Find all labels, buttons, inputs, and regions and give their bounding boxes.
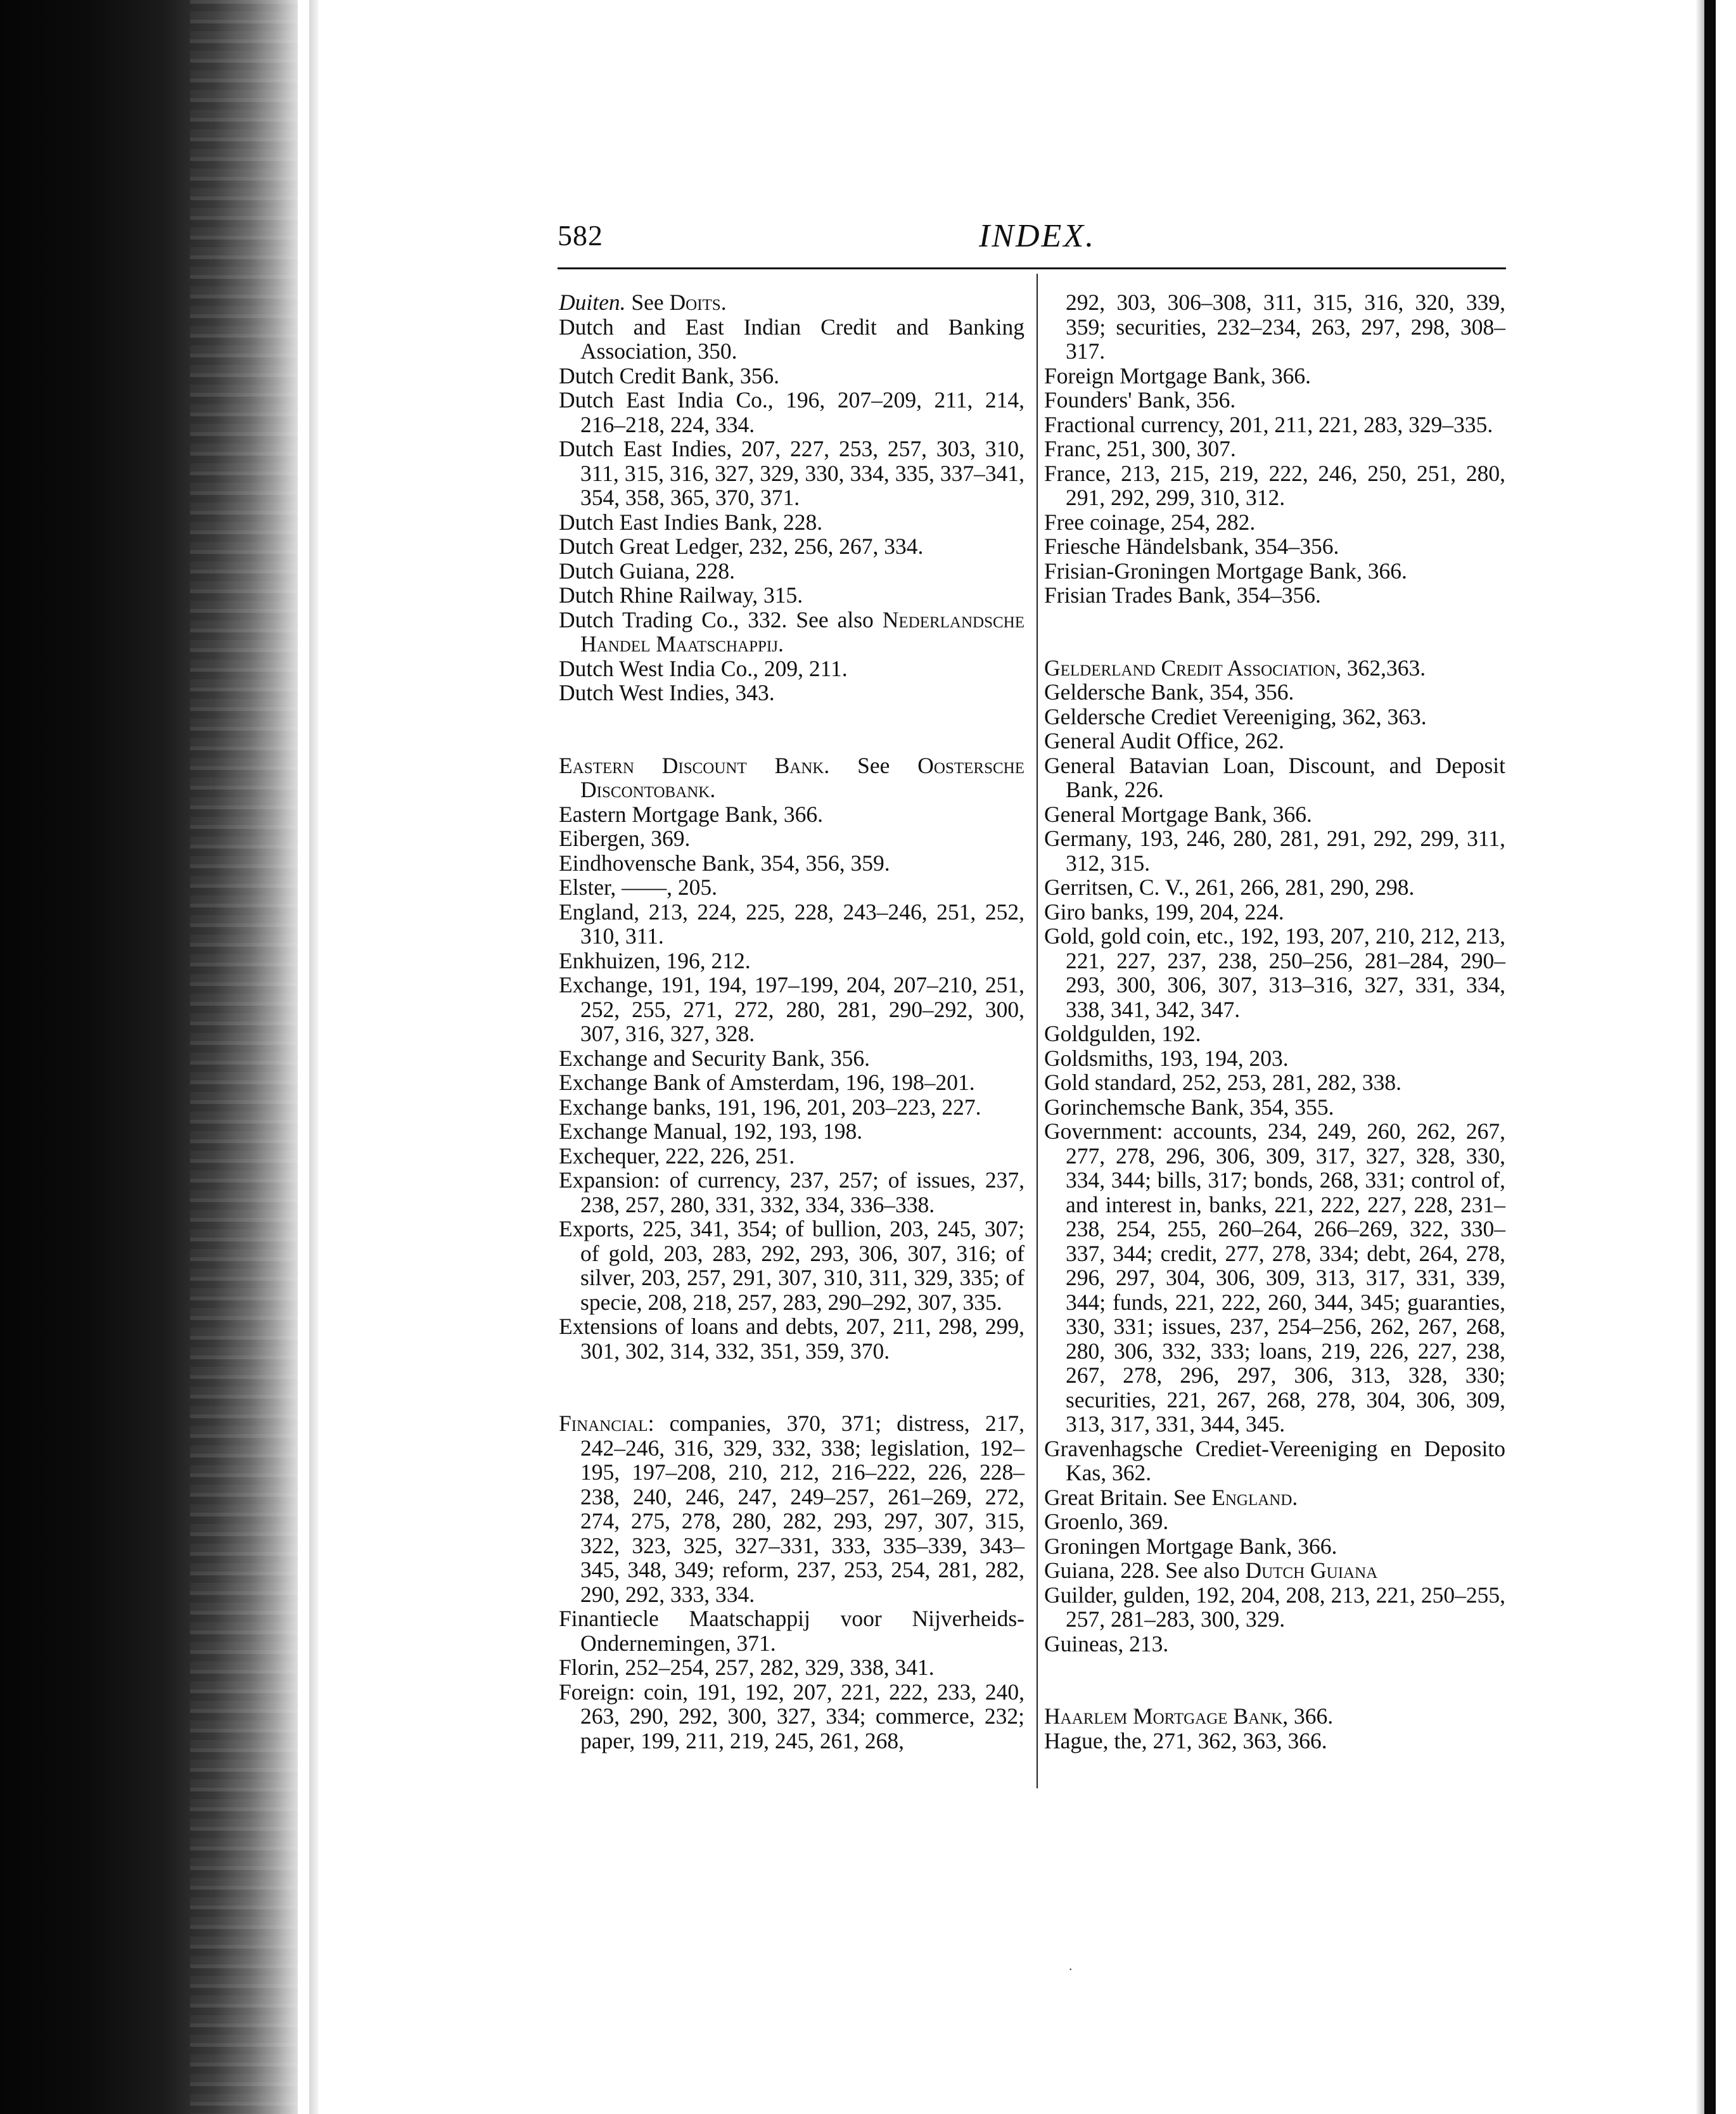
index-entry-text: Goldgulden, 192. (1044, 1021, 1201, 1046)
right-edge-bar (1704, 0, 1716, 2114)
index-entry-text: Exports, 225, 341, 354; of bullion, 203, 245, 307; of gold, 203, 283, 292, 293, 306, 307, 316; of silver, 203, 257, 291, 307, 310, 311, 329, 335; of specie, 208, 218, 257, 283, 290–292, 307, 335. (559, 1216, 1024, 1315)
index-entry-text: . (1292, 1484, 1298, 1510)
index-entry-text: Gelderland Credit Association (1044, 655, 1336, 681)
index-entry-elster (559, 875, 1024, 900)
index-entry-text: Goldsmiths, 193, 194, 203. (1044, 1045, 1289, 1071)
index-entry-text: Dutch East India Co., 196, 207–209, 211, 214, 216–218, 224, 334. (559, 387, 1024, 437)
index-entry-text: General Batavian Loan, Discount, and Deposit Bank, 226. (1044, 752, 1505, 802)
index-entry-eastern-discount-bank (559, 753, 1024, 802)
index-entry-government (1044, 1119, 1505, 1437)
index-entry-dutch-trading-co (559, 608, 1024, 657)
page-number: 582 (558, 219, 603, 252)
index-entry-foreign-mortgage-bank (1044, 364, 1505, 388)
index-entry-hague (1044, 1729, 1505, 1753)
index-entry-text: Exchange Bank of Amsterdam, 196, 198–201. (559, 1070, 975, 1095)
index-entry-haarlem-mortgage (1044, 1704, 1505, 1729)
scan-speck: · (1068, 1961, 1073, 1977)
index-entry-gorinchemsche-bank (1044, 1095, 1505, 1120)
index-entry-text: Dutch Credit Bank, 356. (559, 362, 780, 388)
index-entry-text: Eastern Discount Bank. (559, 752, 830, 778)
index-entry-eastern-mortgage-bank (559, 802, 1024, 827)
index-entry-finantiecle-maatschappij (559, 1606, 1024, 1655)
index-entry-frisian-groningen (1044, 559, 1505, 584)
index-entry-dutch-credit-bank (559, 364, 1024, 388)
index-entry-text: Frisian Trades Bank, 354–356. (1044, 582, 1321, 608)
index-entry-text: Exchange and Security Bank, 356. (559, 1045, 870, 1071)
index-entry-text: Guiana, 228. See also (1044, 1558, 1246, 1583)
index-entry-text: See (625, 290, 670, 315)
index-entry-text: Elster, ——, 205. (559, 874, 718, 900)
index-entry-dutch-east-india-co (559, 388, 1024, 437)
page-edge (309, 0, 318, 2114)
index-entry-exchange-manual (559, 1119, 1024, 1144)
index-entry-exchange-bank-of-amsterdam (559, 1070, 1024, 1095)
index-entry-text: Franc, 251, 300, 307. (1044, 436, 1236, 461)
index-entry-text: Eibergen, 369. (559, 826, 691, 851)
index-entry-text: Gold, gold coin, etc., 192, 193, 207, 210, 212, 213, 221, 227, 237, 238, 250–256, 281–284, 290–293, 300, 306, 307, 313–316, 327, 331, 334, 338, 341, 342, 347. (1044, 923, 1505, 1022)
index-entry-text: Friesche Händelsbank, 354–356. (1044, 534, 1339, 559)
index-entry-france (1044, 461, 1505, 510)
index-entry-text: Frisian-Groningen Mortgage Bank, 366. (1044, 558, 1407, 584)
index-entry-text: . (777, 631, 784, 657)
index-entry-great-britain (1044, 1485, 1505, 1510)
index-entry-text: Founders' Bank, 356. (1044, 387, 1236, 413)
index-entry-text: Dutch and East Indian Credit and Banking Association, 350. (559, 314, 1024, 364)
index-entry-text: Extensions of loans and debts, 207, 211, 298, 299, 301, 302, 314, 332, 351, 359, 370. (559, 1314, 1024, 1364)
index-entry-text: 292, 303, 306–308, 311, 315, 316, 320, 339, 359; securities, 232–234, 263, 297, 298, 308–317. (1066, 290, 1505, 364)
index-entry-text: Exchequer, 222, 226, 251. (559, 1143, 795, 1169)
index-entry-text: Gorinchemsche Bank, 354, 355. (1044, 1094, 1334, 1120)
index-entry-text: Exchange, 191, 194, 197–199, 204, 207–210, 251, 252, 255, 271, 272, 280, 281, 290–292, 300, 307, 316, 327, 328. (559, 972, 1024, 1046)
index-column-left (559, 290, 1024, 1753)
index-entry-text: Guineas, 213. (1044, 1630, 1169, 1656)
index-entry-friesche-handelsbank (1044, 534, 1505, 559)
index-entry-text: Geldersche Crediet Vereeniging, 362, 363. (1044, 703, 1427, 729)
index-entry-text: Dutch Rhine Railway, 315. (559, 582, 803, 608)
index-entry-general-audit-office (1044, 729, 1505, 753)
index-entry-text: Eastern Mortgage Bank, 366. (559, 801, 824, 827)
index-entry-text: Eindhovensche Bank, 354, 356, 359. (559, 850, 890, 876)
running-title: INDEX. (979, 218, 1096, 254)
index-entry-goldgulden (1044, 1022, 1505, 1046)
index-entry-dutch-guiana (559, 559, 1024, 584)
index-entry-exchange (559, 973, 1024, 1046)
index-entry-text: General Mortgage Bank, 366. (1044, 801, 1312, 827)
index-entry-text: Groningen Mortgage Bank, 366. (1044, 1533, 1337, 1559)
index-entry-dutch-west-india-co (559, 657, 1024, 681)
index-entry-text: Government: accounts, 234, 249, 260, 262, 267, 277, 278, 296, 306, 309, 317, 327, 328, 330, 334, 344; bills, 317; bonds, 268, 331; control of, and interest in, banks, 221, 222, 227, 228, 231–238, 254, 255, 260–264, 266–269, 322, 330–337, 344; credit, 277, 278, 334; debt, 264, 278, 296, 297, 304, 306, 309, 313, 317, 331, 339, 344; funds, 221, 222, 260, 344, 345; guaranties, 330, 331; issues, 237, 254–256, 262, 267, 268, 280, 306, 332, 333; loans, 219, 226, 227, 238, 267, 278, 296, 297, 306, 313, 328, 330; securities, 221, 267, 268, 278, 304, 306, 309, 313, 317, 331, 344, 345. (1044, 1118, 1505, 1437)
index-entry-text: Finantiecle Maatschappij voor Nijverheids-Ondernemingen, 371. (559, 1606, 1024, 1656)
index-entry-general-batavian-loan (1044, 753, 1505, 802)
index-entry-giro-banks (1044, 900, 1505, 925)
index-entry-exchange-and-security-bank (559, 1046, 1024, 1071)
header-rule (558, 267, 1506, 269)
index-entry-text: Dutch West Indies, 343. (559, 680, 775, 705)
index-entry-text: Dutch Trading Co., 332. See also (559, 606, 883, 632)
index-entry-text: Dutch Guiana (1245, 1558, 1378, 1583)
index-entry-dutch-east-indian-credit (559, 315, 1024, 364)
index-entry-text: Expansion: of currency, 237, 257; of issues, 237, 238, 257, 280, 331, 332, 334, 336–338. (559, 1167, 1024, 1217)
section-gap (559, 705, 1024, 753)
index-entry-text: France, 213, 215, 219, 222, 246, 250, 251, 280, 291, 292, 299, 310, 312. (1044, 460, 1505, 510)
index-entry-text: : companies, 370, 371; distress, 217, 242–246, 316, 329, 332, 338; legislation, 192–195, 197–208, 210, 212, 216–222, 226, 228–238, 240, 246, 247, 249–257, 261–269, 272, 274, 275, 278, 280, 282, 293, 297, 307, 315, 322, 323, 325, 327–331, 333, 335–339, 343–345, 348, 349; reform, 237, 253, 254, 281, 282, 290, 292, 333, 334. (580, 1411, 1024, 1607)
index-entry-dutch-west-indies (559, 681, 1024, 705)
index-entry-general-mortgage-bank (1044, 802, 1505, 827)
index-entry-text: Germany, 193, 246, 280, 281, 291, 292, 299, 311, 312, 315. (1044, 826, 1505, 876)
index-entry-dutch-rhine-railway (559, 583, 1024, 608)
section-gap (559, 1363, 1024, 1411)
index-entry-guineas (1044, 1632, 1505, 1656)
index-entry-dutch-east-indies-bank (559, 510, 1024, 535)
index-entry-text: Fractional currency, 201, 211, 221, 283, 329–335. (1044, 411, 1493, 437)
index-entry-text: Groenlo, 369. (1044, 1509, 1169, 1534)
index-entry-text: Foreign Mortgage Bank, 366. (1044, 362, 1312, 388)
index-entry-text: Enkhuizen, 196, 212. (559, 947, 751, 973)
index-entry-goldsmiths (1044, 1046, 1505, 1071)
index-entry-fractional-currency (1044, 413, 1505, 437)
index-entry-text: Hague, the, 271, 362, 363, 366. (1044, 1727, 1327, 1753)
index-entry-gelderland-credit (1044, 656, 1505, 681)
index-entry-text: . (720, 290, 727, 315)
index-entry-text: See (829, 752, 918, 778)
index-entry-text: Exchange banks, 191, 196, 201, 203–223, 227. (559, 1094, 981, 1120)
index-entry-guiana (1044, 1558, 1505, 1583)
index-entry-text: Haarlem Mortgage Bank (1044, 1703, 1283, 1729)
index-entry-text: Geldersche Bank, 354, 356. (1044, 679, 1294, 705)
index-entry-gold (1044, 924, 1505, 1022)
index-entry-gold-standard (1044, 1070, 1505, 1095)
index-entry-text: Nederlandsche Handel Maatschappij (580, 606, 1024, 657)
index-entry-expansion (559, 1168, 1024, 1217)
index-entry-groenlo (1044, 1509, 1505, 1534)
index-entry-frisian-trades-bank (1044, 583, 1505, 608)
index-entry-dutch-great-ledger (559, 534, 1024, 559)
index-entry-foreign-cont (1044, 290, 1505, 364)
section-gap (1044, 608, 1505, 656)
index-entry-text: Foreign: coin, 191, 192, 207, 221, 222, 233, 240, 263, 290, 292, 300, 327, 334; commerce, 232; paper, 199, 211, 219, 245, 261, 268, (559, 1679, 1024, 1753)
index-entry-text: . (710, 777, 716, 802)
index-entry-duiten (559, 290, 1024, 315)
index-entry-florin (559, 1655, 1024, 1680)
index-entry-free-coinage (1044, 510, 1505, 535)
index-entry-foreign (559, 1680, 1024, 1753)
index-entry-text: Doits (669, 290, 721, 315)
index-entry-groningen-mortgage (1044, 1534, 1505, 1559)
index-entry-text: Free coinage, 254, 282. (1044, 509, 1256, 535)
index-entry-guilder (1044, 1583, 1505, 1632)
index-entry-text: Financial (559, 1411, 648, 1436)
index-entry-england (559, 900, 1024, 949)
index-entry-exports (559, 1217, 1024, 1314)
index-entry-text: Dutch East Indies, 207, 227, 253, 257, 303, 310, 311, 315, 316, 327, 329, 330, 334, 335, 337–341, 354, 358, 365, 370, 371. (559, 436, 1024, 510)
index-entry-financial (559, 1411, 1024, 1606)
index-entry-eibergen (559, 826, 1024, 851)
index-entry-extensions-of-loans (559, 1314, 1024, 1363)
index-entry-text: Duiten. (559, 290, 626, 315)
page-header (558, 219, 1508, 263)
index-entry-text: Giro banks, 199, 204, 224. (1044, 899, 1284, 925)
index-entry-gerritsen (1044, 875, 1505, 900)
index-entry-text: England, 213, 224, 225, 228, 243–246, 251, 252, 310, 311. (559, 899, 1024, 949)
index-entry-eindhovensche-bank (559, 851, 1024, 876)
index-entry-text: Oostersche Discontobank (580, 752, 1024, 802)
index-entry-geldersche-crediet (1044, 705, 1505, 729)
index-entry-text: Exchange Manual, 192, 193, 198. (559, 1118, 863, 1144)
index-entry-exchange-banks (559, 1095, 1024, 1120)
index-entry-text: , 366. (1282, 1703, 1334, 1729)
index-entry-geldersche-bank (1044, 680, 1505, 705)
index-entry-enkhuizen (559, 949, 1024, 973)
index-entry-founders-bank (1044, 388, 1505, 413)
index-entry-exchequer (559, 1144, 1024, 1169)
index-entry-text: Dutch West India Co., 209, 211. (559, 655, 848, 681)
index-entry-text: Gold standard, 252, 253, 281, 282, 338. (1044, 1070, 1402, 1095)
scan-gutter-streaks (190, 0, 298, 2114)
index-entry-text: Gerritsen, C. V., 261, 266, 281, 290, 298. (1044, 874, 1415, 900)
index-entry-dutch-east-indies (559, 437, 1024, 510)
index-entry-text: Great Britain. See (1044, 1484, 1212, 1510)
index-entry-text: Guilder, gulden, 192, 204, 208, 213, 221, 250–255, 257, 281–283, 300, 329. (1044, 1582, 1505, 1632)
index-entry-text: Florin, 252–254, 257, 282, 329, 338, 341. (559, 1655, 935, 1680)
index-column-right (1044, 290, 1505, 1753)
index-entry-text: Gravenhagsche Crediet-Vereeniging en Deposito Kas, 362. (1044, 1435, 1505, 1485)
index-entry-gravenhagsche (1044, 1437, 1505, 1485)
index-entry-text: England (1211, 1484, 1292, 1510)
index-entry-franc (1044, 437, 1505, 461)
right-edge-shadow (1695, 0, 1704, 2114)
index-entry-text: Dutch East Indies Bank, 228. (559, 509, 823, 535)
section-gap (1044, 1656, 1505, 1704)
index-entry-germany (1044, 826, 1505, 875)
index-entry-text: Dutch Great Ledger, 232, 256, 267, 334. (559, 534, 924, 559)
index-entry-text: General Audit Office, 262. (1044, 728, 1284, 753)
column-divider (1037, 274, 1038, 1788)
index-entry-text: , 362,363. (1336, 655, 1426, 681)
index-entry-text: Dutch Guiana, 228. (559, 558, 736, 584)
